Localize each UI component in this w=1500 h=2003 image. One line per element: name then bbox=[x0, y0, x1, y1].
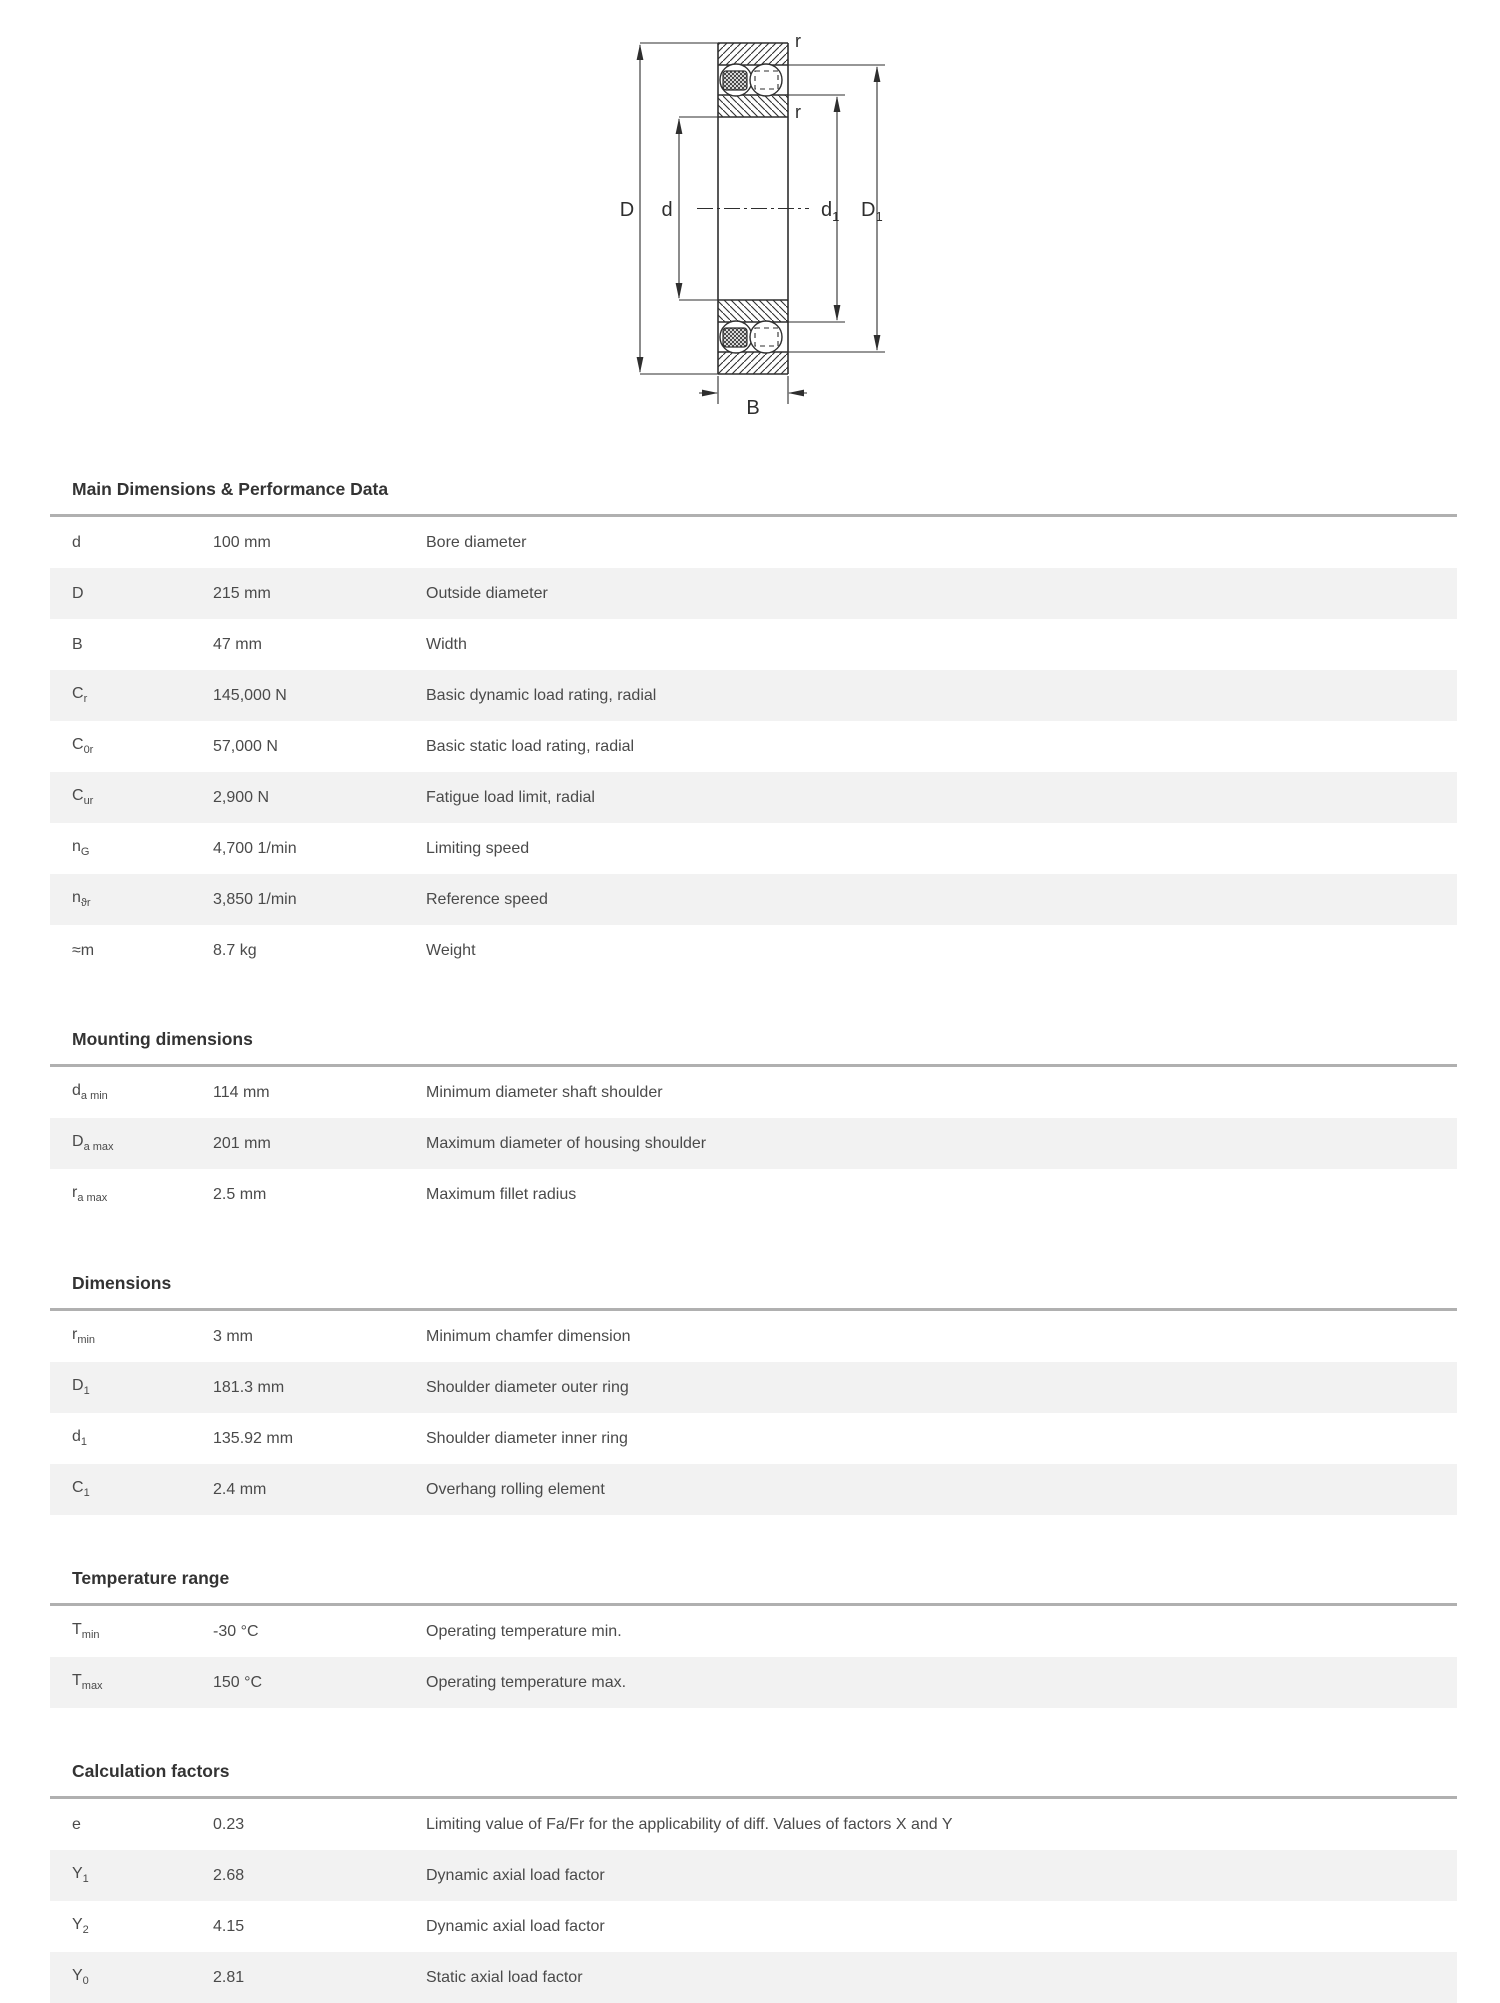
row-symbol bbox=[72, 1377, 213, 1397]
symbol-subscript: a min bbox=[80, 1090, 108, 1103]
symbol-subscript: 1 bbox=[80, 1436, 88, 1449]
row-description: Maximum diameter of housing shoulder bbox=[426, 1134, 707, 1152]
table-row bbox=[50, 1413, 1457, 1464]
row-description: Static axial load factor bbox=[426, 1968, 583, 1986]
row-symbol bbox=[72, 1816, 213, 1834]
row-description: Maximum fillet radius bbox=[426, 1185, 577, 1203]
spec-sections bbox=[50, 478, 1457, 2003]
symbol-base: C bbox=[72, 1479, 84, 1497]
row-symbol bbox=[72, 585, 213, 603]
row-description: Overhang rolling element bbox=[426, 1480, 605, 1498]
symbol-subscript: a max bbox=[77, 1192, 108, 1205]
symbol-base: D bbox=[72, 1133, 84, 1151]
symbol-subscript: 1 bbox=[82, 1873, 89, 1886]
table-row bbox=[50, 1901, 1457, 1952]
table-row bbox=[50, 517, 1457, 568]
table-row bbox=[50, 1067, 1457, 1118]
symbol-subscript: min bbox=[77, 1334, 96, 1347]
symbol-base: d bbox=[72, 1082, 81, 1100]
symbol-subscript: max bbox=[81, 1680, 103, 1693]
symbol-base: D bbox=[72, 584, 84, 602]
row-description: Operating temperature max. bbox=[426, 1673, 627, 1691]
row-description: Limiting speed bbox=[426, 839, 530, 857]
symbol-subscript: 0 bbox=[82, 1975, 89, 1988]
row-value: 215 mm bbox=[213, 584, 271, 602]
row-description: Dynamic axial load factor bbox=[426, 1866, 605, 1884]
bearing-cross-section-drawing bbox=[597, 26, 917, 426]
spec-table bbox=[50, 1603, 1457, 1708]
row-value: 135.92 mm bbox=[213, 1429, 294, 1447]
row-description: Outside diameter bbox=[426, 584, 548, 602]
row-value: 0.23 bbox=[213, 1815, 245, 1833]
row-description: Limiting value of Fa/Fr for the applicability of diff. Values of factors X and Y bbox=[426, 1815, 953, 1833]
row-value: 145,000 N bbox=[213, 686, 287, 704]
row-description: Weight bbox=[426, 941, 476, 959]
row-value: 181.3 mm bbox=[213, 1378, 285, 1396]
row-value: -30 °C bbox=[213, 1622, 259, 1640]
row-value: 2.68 bbox=[213, 1866, 245, 1884]
table-row bbox=[50, 1464, 1457, 1515]
section-title: Dimensions bbox=[72, 1273, 172, 1293]
table-row bbox=[50, 1169, 1457, 1220]
row-description: Dynamic axial load factor bbox=[426, 1917, 605, 1935]
row-value: 2.5 mm bbox=[213, 1185, 267, 1203]
dim-label-bore-diameter: d bbox=[661, 199, 673, 221]
row-description: Minimum chamfer dimension bbox=[426, 1327, 631, 1345]
table-row bbox=[50, 1118, 1457, 1169]
symbol-subscript: 1 bbox=[83, 1385, 90, 1398]
symbol-base: T bbox=[72, 1672, 82, 1690]
table-row bbox=[50, 1799, 1457, 1850]
row-description: Fatigue load limit, radial bbox=[426, 788, 595, 806]
spec-section bbox=[50, 1567, 1457, 1708]
row-value: 201 mm bbox=[213, 1134, 271, 1152]
dim-label-outer-diameter: D bbox=[619, 199, 635, 221]
symbol-subscript: 0r bbox=[83, 744, 94, 757]
row-symbol bbox=[72, 1184, 213, 1204]
table-row bbox=[50, 874, 1457, 925]
row-symbol bbox=[72, 1672, 213, 1692]
dim-label-shoulder-inner: $d_1$ bbox=[821, 199, 840, 224]
row-symbol bbox=[72, 1133, 213, 1153]
symbol-base: C bbox=[72, 787, 84, 805]
symbol-base: e bbox=[72, 1815, 81, 1833]
table-row bbox=[50, 772, 1457, 823]
section-title: Calculation factors bbox=[72, 1761, 230, 1781]
symbol-subscript: ϑr bbox=[80, 897, 91, 910]
row-symbol bbox=[72, 787, 213, 807]
row-symbol bbox=[72, 1916, 213, 1936]
dim-label-width: B bbox=[746, 397, 760, 419]
symbol-base: T bbox=[72, 1621, 82, 1639]
table-row bbox=[50, 1606, 1457, 1657]
table-row bbox=[50, 1952, 1457, 2003]
symbol-base: n bbox=[72, 838, 81, 856]
table-row bbox=[50, 721, 1457, 772]
symbol-subscript: a max bbox=[83, 1141, 114, 1154]
row-value: 2.81 bbox=[213, 1968, 245, 1986]
row-description: Width bbox=[426, 635, 467, 653]
row-value: 2.4 mm bbox=[213, 1480, 267, 1498]
row-description: Basic dynamic load rating, radial bbox=[426, 686, 657, 704]
row-symbol bbox=[72, 942, 213, 960]
symbol-base: Y bbox=[72, 1865, 83, 1883]
table-row bbox=[50, 619, 1457, 670]
symbol-base: B bbox=[72, 635, 83, 653]
symbol-subscript: 1 bbox=[83, 1487, 90, 1500]
row-symbol bbox=[72, 1326, 213, 1346]
row-symbol bbox=[72, 1479, 213, 1499]
symbol-base: Y bbox=[72, 1967, 83, 1985]
table-row bbox=[50, 823, 1457, 874]
row-symbol bbox=[72, 889, 213, 909]
symbol-subscript: 2 bbox=[82, 1924, 89, 1937]
symbol-base: Y bbox=[72, 1916, 83, 1934]
symbol-base: d bbox=[72, 1428, 81, 1446]
row-value: 57,000 N bbox=[213, 737, 278, 755]
row-value: 4.15 bbox=[213, 1917, 245, 1935]
symbol-base: ≈m bbox=[72, 941, 95, 959]
row-value: 3 mm bbox=[213, 1327, 253, 1345]
row-symbol bbox=[72, 1621, 213, 1641]
table-row bbox=[50, 670, 1457, 721]
spec-section bbox=[50, 1028, 1457, 1220]
dim-label-shoulder-outer: $D_1$ bbox=[861, 199, 883, 224]
section-title: Mounting dimensions bbox=[72, 1029, 253, 1049]
bearing-drawing-svg bbox=[597, 26, 917, 426]
row-description: Basic static load rating, radial bbox=[426, 737, 635, 755]
row-symbol bbox=[72, 685, 213, 705]
spec-section bbox=[50, 1272, 1457, 1515]
table-row bbox=[50, 1657, 1457, 1708]
table-row bbox=[50, 1850, 1457, 1901]
symbol-subscript: min bbox=[81, 1629, 100, 1642]
section-title: Main Dimensions & Performance Data bbox=[72, 479, 389, 499]
row-value: 8.7 kg bbox=[213, 941, 257, 959]
row-symbol bbox=[72, 1428, 213, 1448]
row-description: Minimum diameter shaft shoulder bbox=[426, 1083, 663, 1101]
cage-section-top bbox=[723, 71, 747, 90]
dim-label-chamfer-outer: r bbox=[795, 31, 801, 51]
row-symbol bbox=[72, 1865, 213, 1885]
row-value: 2,900 N bbox=[213, 788, 270, 806]
row-description: Operating temperature min. bbox=[426, 1622, 622, 1640]
table-row bbox=[50, 1362, 1457, 1413]
spec-table bbox=[50, 1308, 1457, 1515]
row-symbol bbox=[72, 736, 213, 756]
symbol-base: r bbox=[72, 1326, 78, 1344]
row-symbol bbox=[72, 1967, 213, 1987]
spec-table bbox=[50, 1064, 1457, 1220]
symbol-subscript: ur bbox=[83, 795, 94, 808]
row-value: 47 mm bbox=[213, 635, 262, 653]
row-description: Reference speed bbox=[426, 890, 548, 908]
symbol-base: D bbox=[72, 1377, 84, 1395]
table-row bbox=[50, 925, 1457, 976]
row-symbol bbox=[72, 1082, 213, 1102]
table-row bbox=[50, 1311, 1457, 1362]
spec-table bbox=[50, 514, 1457, 976]
symbol-base: r bbox=[72, 1184, 78, 1202]
row-value: 114 mm bbox=[213, 1083, 270, 1101]
section-title: Temperature range bbox=[72, 1568, 230, 1588]
row-description: Shoulder diameter outer ring bbox=[426, 1378, 629, 1396]
spec-table bbox=[50, 1796, 1457, 2003]
row-symbol bbox=[72, 534, 213, 552]
row-value: 100 mm bbox=[213, 533, 271, 551]
spec-section bbox=[50, 1760, 1457, 2003]
spec-section bbox=[50, 478, 1457, 976]
row-description: Shoulder diameter inner ring bbox=[426, 1429, 628, 1447]
symbol-subscript: r bbox=[83, 693, 88, 706]
dim-label-chamfer-inner: r bbox=[795, 102, 801, 122]
table-row bbox=[50, 568, 1457, 619]
row-value: 4,700 1/min bbox=[213, 839, 297, 857]
symbol-base: C bbox=[72, 736, 84, 754]
row-value: 150 °C bbox=[213, 1673, 263, 1691]
symbol-base: n bbox=[72, 889, 81, 907]
row-value: 3,850 1/min bbox=[213, 890, 297, 908]
symbol-base: d bbox=[72, 533, 81, 551]
symbol-subscript: G bbox=[80, 846, 90, 859]
cage-section-bottom bbox=[723, 328, 747, 347]
row-symbol bbox=[72, 838, 213, 858]
row-symbol bbox=[72, 636, 213, 654]
row-description: Bore diameter bbox=[426, 533, 527, 551]
symbol-base: C bbox=[72, 685, 84, 703]
